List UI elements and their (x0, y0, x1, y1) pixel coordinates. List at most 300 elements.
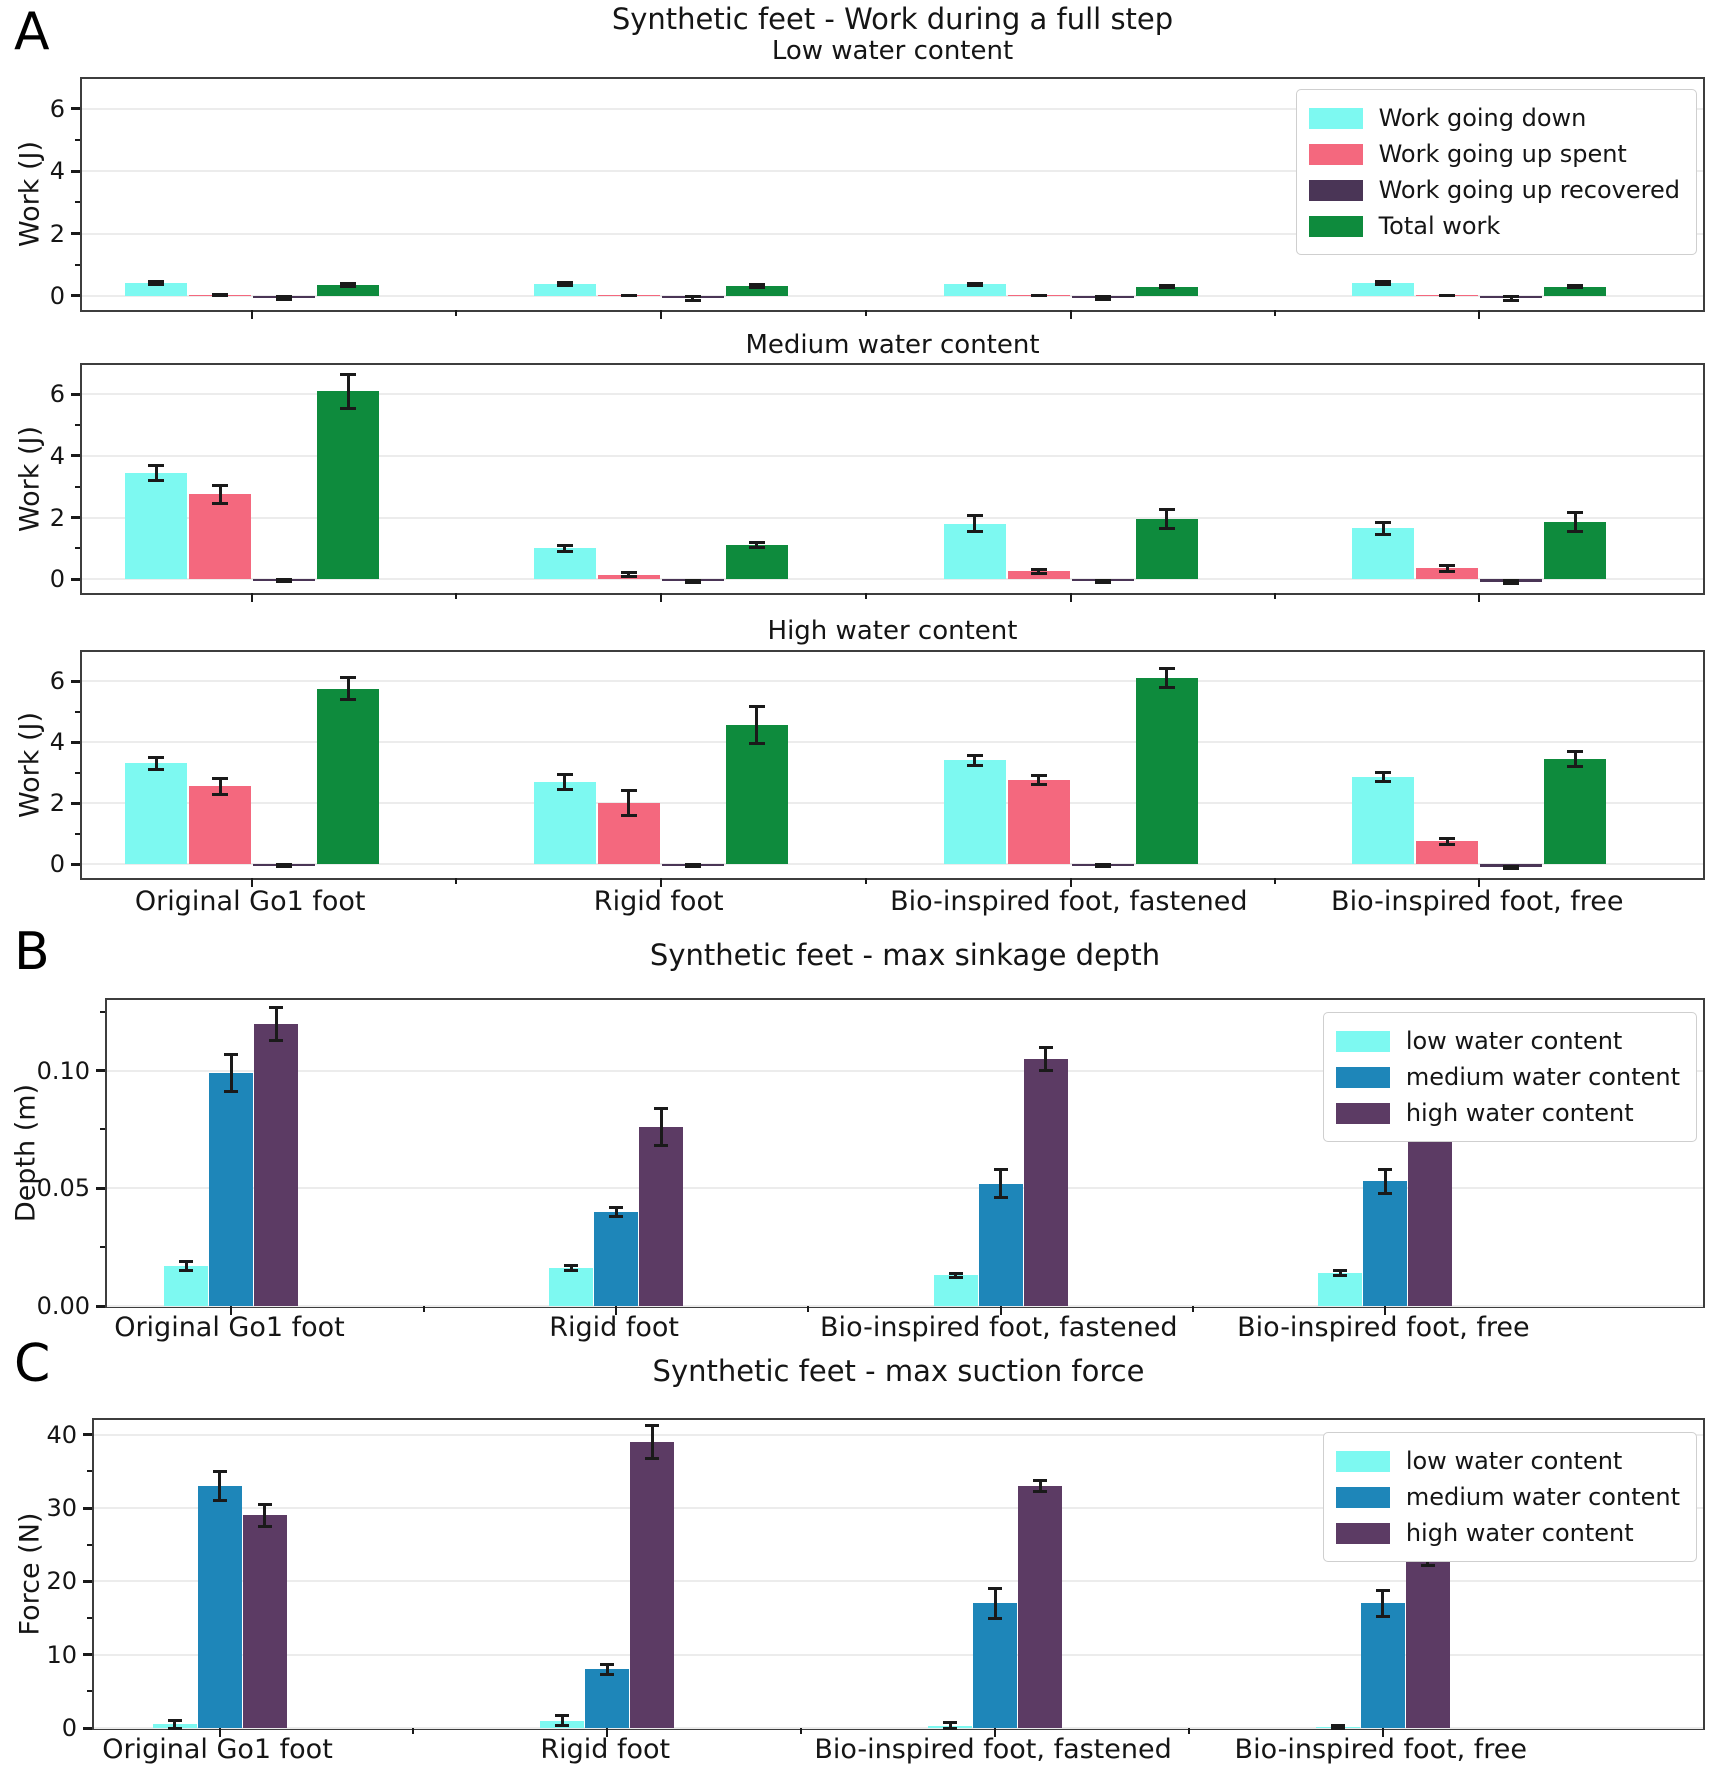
error-bar-cap (943, 1727, 957, 1730)
error-bar-cap (654, 1144, 668, 1147)
error-bar-cap (1333, 1274, 1347, 1277)
x-tick-mark (1070, 310, 1072, 319)
bar (317, 391, 379, 579)
error-bar (263, 1504, 266, 1526)
x-tick-label: Rigid foot (593, 886, 724, 917)
error-bar-cap (1503, 582, 1519, 585)
x-minor-tick-mark (455, 310, 457, 316)
legend-label: high water content (1405, 1519, 1634, 1547)
bar (1361, 1603, 1405, 1728)
error-bar-cap (609, 1215, 623, 1218)
error-bar-cap (645, 1424, 659, 1427)
legend-swatch (1336, 1103, 1390, 1124)
error-bar (1384, 1169, 1387, 1193)
error-bar-cap (212, 793, 228, 796)
error-bar-cap (1375, 533, 1391, 536)
bar (534, 548, 596, 579)
x-tick-mark (1478, 593, 1480, 602)
error-bar-cap (179, 1269, 193, 1272)
error-bar-cap (749, 286, 765, 289)
subtitle-medium-water: Medium water content (745, 330, 1040, 360)
error-bar-cap (1095, 298, 1111, 301)
error-bar-cap (1439, 837, 1455, 840)
legend (1323, 1432, 1697, 1562)
error-bar-cap (1031, 783, 1047, 786)
bar (209, 1073, 253, 1306)
error-bar-cap (1376, 1589, 1390, 1592)
panel-a-title: Synthetic feet - Work during a full step (611, 2, 1174, 36)
y-tick-mark (71, 578, 80, 581)
panel-c-title: Synthetic feet - max suction force (652, 1354, 1145, 1388)
legend-label: high water content (1405, 1099, 1634, 1127)
error-bar-cap (1376, 1615, 1390, 1618)
x-tick-label: Bio-inspired foot, free (1237, 1312, 1530, 1343)
error-bar-cap (1031, 294, 1047, 297)
x-tick-label: Bio-inspired foot, free (1331, 886, 1624, 917)
legend-swatch (1309, 216, 1363, 237)
x-tick-label: Bio-inspired foot, fastened (820, 1312, 1178, 1343)
error-bar-cap (1033, 1490, 1047, 1493)
y-minor-tick-mark (75, 424, 80, 426)
error-bar-cap (967, 754, 983, 757)
panel-b-title: Synthetic feet - max sinkage depth (649, 938, 1161, 972)
y-axis-label-work-high: Work (J) (14, 712, 46, 818)
y-tick-mark (83, 1580, 92, 1583)
error-bar (347, 678, 350, 699)
gridline (94, 1727, 1703, 1729)
x-tick-label: Bio-inspired foot, fastened (814, 1734, 1172, 1765)
error-bar-cap (564, 1269, 578, 1272)
error-bar (275, 1007, 278, 1040)
error-bar-cap (564, 1264, 578, 1267)
bar (594, 1212, 638, 1306)
y-tick-label: 4 (49, 728, 65, 757)
error-bar (1165, 669, 1168, 687)
error-bar-cap (212, 484, 228, 487)
x-tick-mark (251, 593, 253, 602)
error-bar-cap (269, 1039, 283, 1042)
error-bar-cap (967, 530, 983, 533)
error-bar-cap (1439, 843, 1455, 846)
y-minor-tick-mark (75, 264, 80, 266)
error-bar-cap (1159, 286, 1175, 289)
y-tick-mark (71, 393, 80, 396)
error-bar-cap (685, 299, 701, 302)
error-bar-cap (1159, 508, 1175, 511)
x-tick-label: Rigid foot (540, 1734, 671, 1765)
bar (973, 1603, 1017, 1728)
error-bar-cap (1375, 521, 1391, 524)
error-bar-cap (1375, 780, 1391, 783)
x-tick-label: Original Go1 foot (114, 1312, 345, 1343)
x-tick-mark (660, 593, 662, 602)
error-bar-cap (148, 756, 164, 759)
chart-work-low-plot (49, 77, 1705, 312)
x-tick-label: Original Go1 foot (102, 1734, 333, 1765)
x-tick-mark (251, 310, 253, 319)
error-bar-cap (1095, 865, 1111, 868)
error-bar (1044, 1047, 1047, 1071)
y-tick-label: 0 (61, 1714, 77, 1742)
y-minor-tick-mark (87, 1617, 92, 1619)
error-bar-cap (340, 285, 356, 288)
error-bar-cap (179, 1260, 193, 1263)
error-bar-cap (1033, 1479, 1047, 1482)
error-bar-cap (340, 373, 356, 376)
y-tick-label: 4 (49, 157, 65, 186)
error-bar-cap (609, 1206, 623, 1209)
error-bar-cap (168, 1727, 182, 1730)
error-bar-cap (654, 1107, 668, 1110)
error-bar-cap (212, 777, 228, 780)
error-bar (1381, 1590, 1384, 1616)
x-minor-tick-mark (865, 878, 867, 884)
error-bar-cap (212, 502, 228, 505)
y-minor-tick-mark (87, 1470, 92, 1472)
bar (1406, 1559, 1450, 1728)
error-bar-cap (1375, 771, 1391, 774)
legend-label: low water content (1405, 1447, 1623, 1475)
error-bar-cap (1331, 1727, 1345, 1730)
error-bar-cap (276, 298, 292, 301)
error-bar-cap (213, 1470, 227, 1473)
error-bar-cap (1421, 1564, 1435, 1567)
y-minor-tick-mark (75, 139, 80, 141)
y-minor-tick-mark (75, 772, 80, 774)
y-tick-label: 0.05 (36, 1174, 90, 1203)
error-bar (1574, 513, 1577, 531)
error-bar-cap (749, 541, 765, 544)
y-tick-mark (71, 802, 80, 805)
x-tick-label: Bio-inspired foot, fastened (890, 886, 1248, 917)
x-minor-tick-mark (865, 310, 867, 316)
error-bar-cap (224, 1090, 238, 1093)
y-tick-label: 40 (46, 1420, 77, 1449)
y-tick-label: 2 (49, 219, 65, 248)
error-bar-cap (685, 865, 701, 868)
y-tick-label: 20 (46, 1567, 77, 1596)
bar (125, 473, 187, 579)
error-bar-cap (1378, 1168, 1392, 1171)
legend-label: medium water content (1405, 1063, 1680, 1091)
chart-work-medium-plot (49, 363, 1705, 595)
error-bar-cap (1159, 667, 1175, 670)
gridline (82, 680, 1703, 682)
error-bar (651, 1426, 654, 1458)
legend-swatch (1336, 1523, 1390, 1544)
bar (726, 725, 788, 864)
error-bar-cap (1567, 750, 1583, 753)
y-minor-tick-mark (75, 201, 80, 203)
error-bar-cap (557, 550, 573, 553)
error-bar-cap (1159, 527, 1175, 530)
error-bar-cap (600, 1663, 614, 1666)
error-bar-cap (749, 705, 765, 708)
error-bar-cap (949, 1272, 963, 1275)
error-bar-cap (967, 514, 983, 517)
error-bar-cap (749, 546, 765, 549)
error-bar-cap (1375, 283, 1391, 286)
y-tick-mark (71, 680, 80, 683)
y-minor-tick-mark (100, 1246, 105, 1248)
y-minor-tick-mark (75, 833, 80, 835)
error-bar (218, 1471, 221, 1500)
error-bar-cap (685, 581, 701, 584)
bar (1018, 1486, 1062, 1728)
y-axis-label-depth: Depth (m) (10, 1083, 42, 1223)
legend-label: Work going up spent (1378, 140, 1627, 168)
error-bar-cap (621, 575, 637, 578)
error-bar (627, 791, 630, 815)
y-tick-mark (96, 1305, 105, 1308)
error-bar-cap (1039, 1046, 1053, 1049)
bar (317, 689, 379, 865)
y-tick-label: 6 (49, 380, 65, 409)
legend (1296, 89, 1697, 255)
panel-label-c: C (14, 1334, 51, 1394)
legend-label: Total work (1378, 212, 1501, 240)
error-bar-cap (1031, 774, 1047, 777)
bar (1408, 1129, 1452, 1306)
y-tick-mark (83, 1653, 92, 1656)
y-minor-tick-mark (75, 486, 80, 488)
y-tick-label: 6 (49, 94, 65, 123)
y-axis-label-work-low: Work (J) (14, 141, 46, 247)
error-bar-cap (994, 1168, 1008, 1171)
error-bar-cap (943, 1721, 957, 1724)
x-minor-tick-mark (1274, 878, 1276, 884)
x-axis-labels-suction (92, 1734, 1705, 1770)
error-bar-cap (1159, 686, 1175, 689)
bar (254, 1024, 298, 1306)
bar (934, 1275, 978, 1306)
legend-row (1309, 100, 1680, 136)
y-axis-label-work-medium: Work (J) (14, 426, 46, 532)
error-bar-cap (557, 284, 573, 287)
error-bar-cap (1567, 286, 1583, 289)
bar (1352, 777, 1414, 864)
bar (189, 494, 251, 579)
error-bar-cap (1567, 511, 1583, 514)
error-bar-cap (685, 295, 701, 298)
x-axis-labels-work (80, 886, 1705, 922)
y-tick-mark (83, 1433, 92, 1436)
panel-label-b: B (14, 922, 50, 982)
error-bar-cap (340, 407, 356, 410)
bar (979, 1184, 1023, 1306)
error-bar-cap (557, 773, 573, 776)
x-axis-labels-sinkage (105, 1312, 1705, 1348)
error-bar-cap (749, 742, 765, 745)
legend-row (1336, 1023, 1680, 1059)
error-bar-cap (340, 676, 356, 679)
legend-row (1336, 1515, 1680, 1551)
y-tick-mark (71, 863, 80, 866)
bar (243, 1515, 287, 1728)
y-tick-label: 0 (49, 565, 65, 594)
error-bar (755, 707, 758, 744)
error-bar-cap (1031, 568, 1047, 571)
legend-label: medium water content (1405, 1483, 1680, 1511)
gridline (94, 1580, 1703, 1582)
x-tick-mark (1478, 310, 1480, 319)
y-minor-tick-mark (100, 1128, 105, 1130)
y-tick-label: 6 (49, 667, 65, 695)
error-bar-cap (340, 698, 356, 701)
error-bar (219, 485, 222, 503)
y-tick-label: 0 (49, 281, 65, 310)
error-bar-cap (213, 1499, 227, 1502)
error-bar-cap (621, 294, 637, 297)
error-bar-cap (1503, 867, 1519, 870)
y-tick-mark (71, 741, 80, 744)
error-bar-cap (148, 464, 164, 467)
legend-swatch (1309, 144, 1363, 165)
error-bar-cap (1378, 1192, 1392, 1195)
gridline (107, 1305, 1703, 1307)
y-tick-label: 0.00 (36, 1292, 90, 1320)
legend-swatch (1336, 1067, 1390, 1088)
legend-swatch (1336, 1451, 1390, 1472)
error-bar-cap (967, 764, 983, 767)
error-bar (230, 1054, 233, 1092)
y-tick-mark (71, 107, 80, 110)
legend-label: Work going up recovered (1378, 176, 1680, 204)
error-bar-cap (168, 1719, 182, 1722)
error-bar-cap (1439, 570, 1455, 573)
error-bar-cap (148, 479, 164, 482)
error-bar-cap (276, 580, 292, 583)
bar (1008, 780, 1070, 864)
error-bar-cap (645, 1457, 659, 1460)
bar (1544, 759, 1606, 864)
legend-label: low water content (1405, 1027, 1623, 1055)
y-tick-mark (71, 170, 80, 173)
error-bar-cap (555, 1724, 569, 1727)
bar (534, 782, 596, 864)
error-bar-cap (557, 544, 573, 547)
y-tick-mark (71, 516, 80, 519)
chart-work-high-plot (49, 650, 1705, 880)
error-bar-cap (1031, 572, 1047, 575)
error-bar-cap (148, 768, 164, 771)
error-bar-cap (1567, 530, 1583, 533)
x-minor-tick-mark (1274, 310, 1276, 316)
y-tick-mark (96, 1069, 105, 1072)
error-bar-cap (212, 294, 228, 297)
bar (585, 1669, 629, 1728)
y-tick-label: 0 (49, 850, 65, 879)
y-tick-mark (96, 1187, 105, 1190)
legend-swatch (1309, 108, 1363, 129)
bar (125, 763, 187, 864)
bar (1363, 1181, 1407, 1306)
x-minor-tick-mark (455, 878, 457, 884)
bar (944, 760, 1006, 864)
error-bar (999, 1169, 1002, 1197)
chart-sinkage-depth-plot (36, 998, 1705, 1320)
error-bar-cap (557, 788, 573, 791)
bar (1136, 678, 1198, 864)
x-tick-mark (1070, 593, 1072, 602)
error-bar-cap (224, 1053, 238, 1056)
bar (198, 1486, 242, 1728)
y-tick-mark (71, 232, 80, 235)
y-tick-label: 0.10 (36, 1056, 90, 1085)
error-bar (347, 374, 350, 408)
bar (1318, 1273, 1362, 1306)
error-bar (994, 1589, 997, 1618)
x-tick-mark (660, 310, 662, 319)
x-minor-tick-mark (455, 593, 457, 599)
error-bar-cap (258, 1525, 272, 1528)
error-bar-cap (949, 1276, 963, 1279)
error-bar-cap (621, 814, 637, 817)
y-minor-tick-mark (75, 547, 80, 549)
error-bar-cap (1333, 1269, 1347, 1272)
y-minor-tick-mark (87, 1544, 92, 1546)
bar (726, 545, 788, 579)
error-bar (1165, 510, 1168, 528)
y-minor-tick-mark (75, 711, 80, 713)
error-bar-cap (258, 1503, 272, 1506)
bar (189, 786, 251, 864)
bar (639, 1127, 683, 1306)
subtitle-high-water: High water content (767, 616, 1018, 646)
legend-row (1336, 1479, 1680, 1515)
y-axis-label-force: Force (N) (14, 1512, 46, 1636)
x-tick-label: Original Go1 foot (134, 886, 366, 917)
bar (1024, 1059, 1068, 1306)
y-tick-mark (83, 1507, 92, 1510)
legend-swatch (1336, 1487, 1390, 1508)
x-tick-label: Bio-inspired foot, free (1234, 1734, 1528, 1765)
y-tick-mark (71, 294, 80, 297)
y-tick-label: 4 (49, 441, 65, 470)
error-bar-cap (148, 283, 164, 286)
y-minor-tick-mark (87, 1690, 92, 1692)
legend (1323, 1012, 1697, 1142)
error-bar-cap (276, 865, 292, 868)
bar (549, 1268, 593, 1306)
error-bar-cap (988, 1617, 1002, 1620)
error-bar-cap (1567, 765, 1583, 768)
y-tick-mark (71, 454, 80, 457)
legend-swatch (1309, 180, 1363, 201)
y-tick-label: 2 (49, 503, 65, 532)
x-minor-tick-mark (865, 593, 867, 599)
legend-row (1336, 1443, 1680, 1479)
error-bar-cap (269, 1006, 283, 1009)
error-bar-cap (1439, 294, 1455, 297)
x-minor-tick-mark (1274, 593, 1276, 599)
error-bar-cap (967, 284, 983, 287)
error-bar-cap (555, 1714, 569, 1717)
error-bar-cap (600, 1673, 614, 1676)
y-tick-label: 10 (46, 1640, 77, 1669)
gridline (107, 1187, 1703, 1189)
x-tick-label: Rigid foot (549, 1312, 679, 1343)
bar (630, 1442, 674, 1728)
legend-row (1309, 172, 1680, 208)
subtitle-low-water: Low water content (771, 36, 1014, 66)
error-bar-cap (621, 789, 637, 792)
y-tick-label: 30 (46, 1494, 77, 1522)
y-tick-label: 2 (49, 789, 65, 818)
y-tick-mark (83, 1727, 92, 1730)
legend-swatch (1336, 1031, 1390, 1052)
error-bar (660, 1108, 663, 1146)
